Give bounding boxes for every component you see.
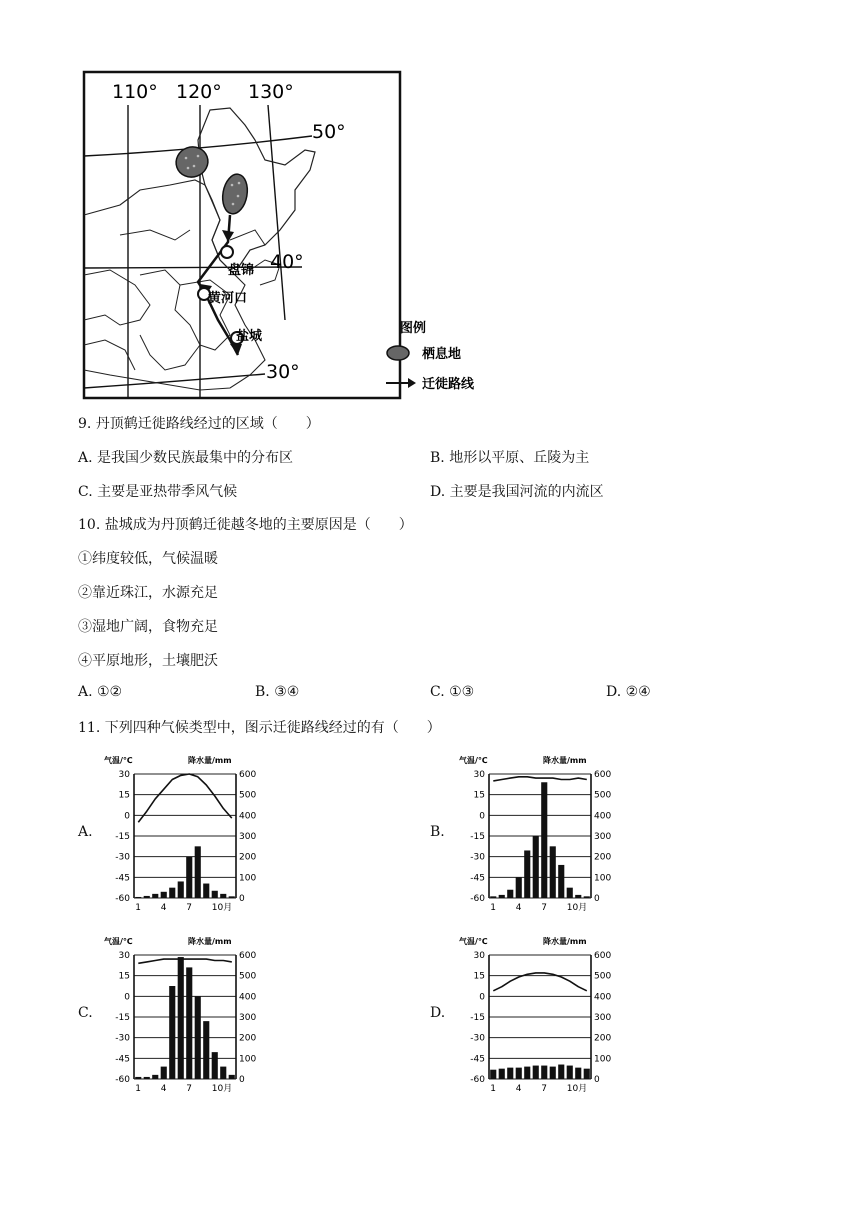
x-tick-label: 7 [186, 1084, 192, 1094]
legend-title: 图例 [400, 321, 427, 336]
habitat-oval-icon [387, 346, 409, 360]
precip-bar [567, 888, 573, 898]
precip-bar [575, 895, 581, 898]
q10-statement-1: ①纬度较低，气候温暖 [78, 551, 218, 567]
x-tick-label: 10月 [211, 1084, 233, 1094]
x-tick-label: 4 [160, 903, 167, 913]
precip-tick-label: 300 [594, 1013, 612, 1023]
precip-bar [135, 1077, 141, 1079]
precip-tick-label: 200 [594, 1033, 612, 1044]
lat-label-40: 40° [270, 251, 304, 273]
q9-option-d[interactable]: D. 主要是我国河流的内流区 [430, 484, 604, 500]
legend-habitat-label: 栖息地 [422, 347, 462, 362]
precip-tick-label: 200 [239, 852, 257, 863]
precip-tick-label: 300 [594, 832, 612, 842]
precip-bar [567, 1066, 573, 1079]
q10-statement-3: ③湿地广阔，食物充足 [78, 619, 218, 635]
precip-tick-label: 0 [239, 894, 245, 904]
lon-label-110: 110° [112, 81, 158, 103]
point-panjin [221, 246, 233, 258]
temp-tick-label: 15 [118, 790, 130, 801]
precip-tick-label: 400 [594, 992, 612, 1003]
precip-bar [516, 1068, 522, 1079]
precip-bar [195, 996, 201, 1079]
x-tick-label: 7 [541, 1084, 547, 1094]
precip-bar [584, 1069, 590, 1079]
x-tick-label: 1 [135, 1084, 141, 1094]
x-tick-label: 7 [541, 903, 547, 913]
precip-bar [212, 891, 218, 898]
precip-bar [161, 892, 167, 898]
precip-bar [584, 896, 590, 898]
q10-statement-4: ④平原地形，土壤肥沃 [78, 653, 218, 669]
climate-chart-b [455, 752, 625, 917]
precip-tick-label: 0 [239, 1075, 245, 1085]
temp-tick-label: 30 [118, 951, 130, 961]
temp-tick-label: 30 [473, 770, 485, 780]
precip-tick-label: 200 [239, 1033, 257, 1044]
precip-bar [550, 1067, 556, 1079]
q10-option-d[interactable]: D. ②④ [606, 684, 651, 700]
place-huanghekou: 黄河口 [208, 291, 248, 306]
question-11-stem: 11. 下列四种气候类型中，图示迁徙路线经过的有（ ） [78, 720, 441, 736]
precip-bar [161, 1067, 167, 1079]
precip-bar [507, 890, 513, 898]
right-axis-title: 降水量/mm [188, 937, 232, 946]
precip-bar [533, 1066, 539, 1079]
precip-bar [541, 782, 547, 898]
precip-bar [186, 967, 192, 1079]
x-tick-label: 7 [186, 903, 192, 913]
precip-tick-label: 500 [239, 971, 257, 982]
place-yancheng: 盐城 [236, 329, 263, 344]
precip-bar [541, 1066, 547, 1079]
precip-bar [499, 1069, 505, 1079]
temp-tick-label: -45 [470, 1054, 485, 1065]
precip-bar [195, 846, 201, 898]
climate-chart-d [455, 933, 625, 1098]
precip-bar [220, 894, 226, 898]
precip-bar [144, 1077, 150, 1079]
precip-bar [169, 888, 175, 898]
left-axis-title: 气温/℃ [459, 756, 488, 765]
x-tick-label: 4 [515, 903, 522, 913]
x-tick-label: 10月 [566, 903, 588, 913]
right-axis-title: 降水量/mm [543, 756, 587, 765]
q11-option-c[interactable]: C. [78, 1005, 93, 1021]
precip-tick-label: 100 [239, 873, 257, 884]
temp-tick-label: -60 [115, 894, 130, 904]
climate-chart-c [100, 933, 270, 1098]
precip-tick-label: 600 [239, 951, 257, 961]
precip-tick-label: 100 [594, 873, 612, 884]
precip-tick-label: 0 [594, 1075, 600, 1085]
temp-tick-label: -15 [115, 1013, 130, 1023]
temp-tick-label: -30 [470, 1033, 485, 1044]
precip-tick-label: 400 [594, 811, 612, 822]
precip-tick-label: 100 [594, 1054, 612, 1065]
lat-label-30: 30° [266, 361, 300, 383]
lon-label-120: 120° [176, 81, 222, 103]
lat-label-50: 50° [312, 121, 346, 143]
precip-tick-label: 0 [594, 894, 600, 904]
precip-bar [533, 836, 539, 898]
q11-option-d[interactable]: D. [430, 1005, 446, 1021]
temp-tick-label: 15 [473, 790, 485, 801]
map-svg [80, 70, 500, 405]
temp-tick-label: 15 [118, 971, 130, 982]
precip-tick-label: 600 [594, 770, 612, 780]
climate-chart-a [100, 752, 270, 917]
temp-tick-label: -45 [115, 873, 130, 884]
temp-tick-label: -60 [470, 894, 485, 904]
temp-tick-label: 0 [479, 992, 485, 1003]
place-panjin: 盘锦 [228, 263, 255, 278]
precip-bar [144, 896, 150, 898]
precip-tick-label: 200 [594, 852, 612, 863]
legend-route-label: 迁徙路线 [422, 377, 475, 392]
temp-tick-label: -45 [115, 1054, 130, 1065]
temp-tick-label: -15 [470, 832, 485, 842]
left-axis-title: 气温/℃ [459, 937, 488, 946]
precip-tick-label: 300 [239, 832, 257, 842]
precip-bar [550, 846, 556, 898]
precip-bar [499, 895, 505, 898]
temp-tick-label: -45 [470, 873, 485, 884]
precip-bar [229, 896, 235, 898]
x-tick-label: 1 [135, 903, 141, 913]
q10-option-b[interactable]: B. ③④ [255, 684, 300, 700]
temp-tick-label: 0 [479, 811, 485, 822]
x-tick-label: 1 [490, 1084, 496, 1094]
precip-bar [178, 957, 184, 1079]
temp-tick-label: -60 [115, 1075, 130, 1085]
q11-option-b[interactable]: B. [430, 824, 445, 840]
precip-tick-label: 300 [239, 1013, 257, 1023]
x-tick-label: 10月 [566, 1084, 588, 1094]
temperature-line [493, 777, 587, 781]
precip-bar [490, 1070, 496, 1079]
x-tick-label: 4 [160, 1084, 167, 1094]
left-axis-title: 气温/℃ [104, 937, 133, 946]
temp-tick-label: -30 [115, 852, 130, 863]
precip-tick-label: 400 [239, 811, 257, 822]
question-10-stem: 10. 盐城成为丹顶鹤迁徙越冬地的主要原因是（ ） [78, 517, 413, 533]
precip-bar [152, 894, 158, 898]
precip-tick-label: 600 [239, 770, 257, 780]
q9-option-a[interactable]: A. 是我国少数民族最集中的分布区 [78, 450, 294, 466]
precip-bar [152, 1075, 158, 1079]
precip-bar [575, 1068, 581, 1079]
precip-bar [524, 850, 530, 898]
q10-option-a[interactable]: A. ①② [78, 684, 123, 700]
temperature-line [138, 959, 232, 963]
precip-tick-label: 400 [239, 992, 257, 1003]
precip-bar [229, 1075, 235, 1079]
temp-tick-label: 0 [124, 992, 130, 1003]
precip-bar [178, 881, 184, 898]
temp-tick-label: -15 [470, 1013, 485, 1023]
precip-tick-label: 500 [239, 790, 257, 801]
q11-option-a[interactable]: A. [78, 824, 93, 840]
lon-label-130: 130° [248, 81, 294, 103]
precip-bar [524, 1067, 530, 1079]
temp-tick-label: -30 [470, 852, 485, 863]
temp-tick-label: 30 [118, 770, 130, 780]
precip-bar [516, 877, 522, 898]
temp-tick-label: -15 [115, 832, 130, 842]
temp-tick-label: -30 [115, 1033, 130, 1044]
precip-bar [186, 857, 192, 898]
left-axis-title: 气温/℃ [104, 756, 133, 765]
precip-tick-label: 500 [594, 790, 612, 801]
precip-bar [490, 896, 496, 898]
precip-bar [212, 1052, 218, 1079]
precip-bar [220, 1067, 226, 1079]
temp-tick-label: 15 [473, 971, 485, 982]
x-tick-label: 4 [515, 1084, 522, 1094]
precip-tick-label: 100 [239, 1054, 257, 1065]
precip-bar [558, 1065, 564, 1079]
precip-bar [558, 865, 564, 898]
q10-statement-2: ②靠近珠江，水源充足 [78, 585, 218, 601]
question-9-stem: 9. 丹顶鹤迁徙路线经过的区域（ ） [78, 416, 320, 432]
precip-bar [507, 1068, 513, 1079]
precip-tick-label: 500 [594, 971, 612, 982]
precip-bar [135, 897, 141, 898]
x-tick-label: 10月 [211, 903, 233, 913]
q10-option-c[interactable]: C. ①③ [430, 684, 475, 700]
temp-tick-label: -60 [470, 1075, 485, 1085]
precip-bar [169, 986, 175, 1079]
temp-tick-label: 0 [124, 811, 130, 822]
x-tick-label: 1 [490, 903, 496, 913]
right-axis-title: 降水量/mm [188, 756, 232, 765]
temp-tick-label: 30 [473, 951, 485, 961]
precip-tick-label: 600 [594, 951, 612, 961]
q9-option-c[interactable]: C. 主要是亚热带季风气候 [78, 484, 238, 500]
precip-bar [203, 1021, 209, 1079]
migration-map [80, 70, 500, 405]
precip-bar [203, 884, 209, 898]
right-axis-title: 降水量/mm [543, 937, 587, 946]
q9-option-b[interactable]: B. 地形以平原、丘陵为主 [430, 450, 590, 466]
